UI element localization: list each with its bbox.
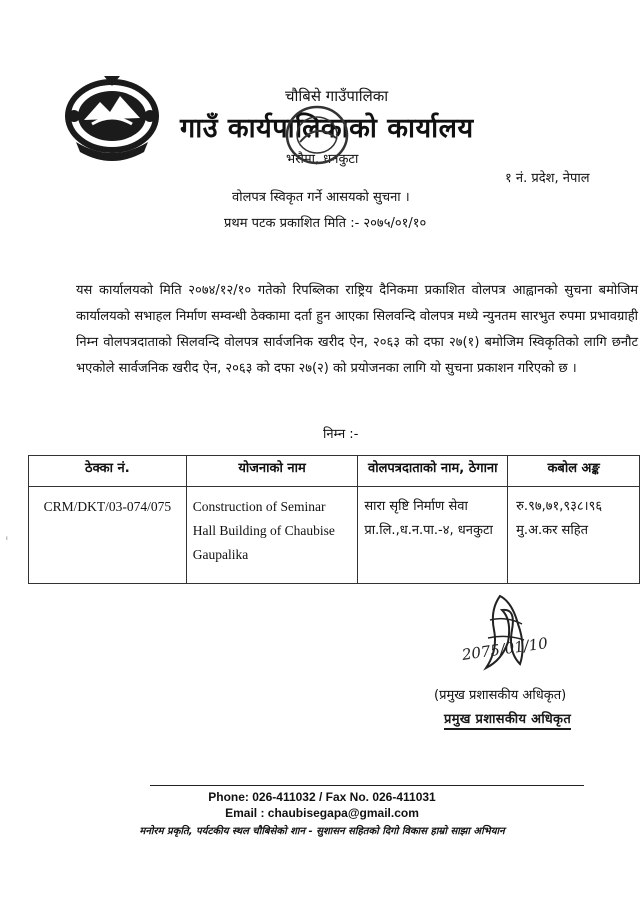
bid-table: [28, 455, 640, 584]
header-bidder: वोलपत्रदाताको नाम, ठेगाना: [358, 456, 508, 487]
province-label: १ नं. प्रदेश, नेपाल: [505, 171, 590, 186]
list-label: निम्न :-: [323, 427, 359, 442]
table-header-row: [29, 456, 640, 487]
cell-bid-amount: [508, 487, 640, 584]
footer-slogan: मनोरम प्रकृति, पर्यटकीय स्थल चौबिसेको शान - सुशासन सहितको दिगो विकास हाम्रो साझा अभियान: [139, 826, 505, 837]
header-bid-amount: कबोल अङ्क: [508, 456, 640, 487]
office-address: भरौमा, धनकुटा: [286, 152, 359, 167]
first-published-date: प्रथम पटक प्रकाशित मिति :- २०७५/०१/१०: [224, 216, 427, 231]
cell-contract-no: CRM/DKT/03-074/075: [29, 487, 187, 584]
header-project-name: योजनाको नाम: [186, 456, 358, 487]
bidder-address: प्रा.लि.,ध.न.पा.-४, धनकुटा: [364, 523, 493, 538]
bidder-name: सारा सृष्टि निर्माण सेवा: [364, 499, 468, 514]
footer-divider: [150, 785, 584, 786]
margin-mark: ᵢ: [6, 532, 8, 543]
cell-project-name: Construction of Seminar Hall Building of Chaubise Gaupalika: [186, 487, 358, 584]
bid-amount-note: मु.अ.कर सहित: [516, 523, 589, 538]
municipality-name: चौबिसे गाउँपालिका: [285, 87, 389, 105]
bid-amount-value: रु.९७,७१,९३८।९६: [516, 499, 603, 514]
office-seal-stamp: [278, 102, 359, 168]
office-title: गाउँ कार्यपालिकाको कार्यालय: [180, 113, 474, 144]
signature-date: 2075/01/10: [460, 634, 549, 664]
officer-stamp: प्रमुख प्रशासकीय अधिकृत: [444, 709, 571, 730]
cell-bidder: [358, 487, 508, 584]
footer-phone: Phone: 026-411032 / Fax No. 026-411031: [208, 790, 436, 804]
notice-subject: वोलपत्र स्विकृत गर्ने आसयको सुचना ।: [232, 190, 410, 205]
footer-email: Email : chaubisegapa@gmail.com: [225, 806, 419, 820]
officer-designation: (प्रमुख प्रशासकीय अधिकृत): [434, 688, 567, 703]
table-row: [29, 487, 640, 584]
notice-body: यस कार्यालयको मिति २०७४/१२/१० गतेको रिपब्लिका राष्ट्रिय दैनिकमा प्रकाशित वोलपत्र आह्वानको सुचना बमोजिम कार्यालयको सभाहल निर्माण सम्वन्धी ठेक्कामा दर्ता हुन आएका सिलवन्दि वोलपत्र मध्ये न्युनतम सारभुत रुपमा प्रभावग्राही निम्न वोलपत्रदाताको सिलवन्दि वोलपत्र सार्वजनिक खरीद ऐन, २०६३ को दफा २७(१) बमोजिम स्विकृतिको लागि छनौट भएकोले सार्वजनिक खरीद ऐन, २०६३ को दफा २७(२) को प्रयोजनका लागि यो सुचना प्रकाशन गरिएको छ ।: [76, 283, 638, 376]
government-emblem-logo: [62, 72, 162, 164]
header-contract-no: ठेक्का नं.: [29, 456, 187, 487]
